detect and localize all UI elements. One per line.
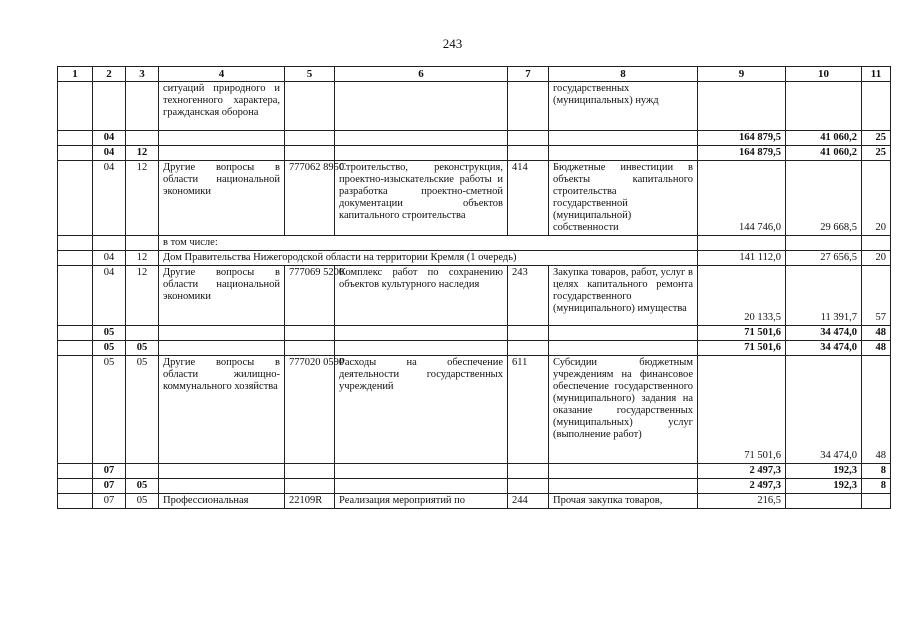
table-cell [159, 131, 285, 146]
table-cell [159, 341, 285, 356]
table-cell [58, 266, 93, 326]
table-cell: 243 [508, 266, 549, 326]
table-cell: 8 [862, 479, 891, 494]
table-row [58, 494, 891, 509]
column-header: 9 [698, 67, 786, 82]
table-cell: 12 [126, 161, 159, 236]
object-name-cell: Дом Правительства Нижегородской области на территории Кремля (1 очередь) [159, 251, 698, 266]
table-cell: 777069 5200 [285, 266, 335, 326]
header-row [58, 67, 891, 82]
table-cell [508, 341, 549, 356]
table-cell: 04 [93, 251, 126, 266]
table-cell [508, 131, 549, 146]
table-cell: 164 879,5 [698, 146, 786, 161]
table-cell: 611 [508, 356, 549, 464]
table-cell: 20 [862, 251, 891, 266]
table-cell [126, 131, 159, 146]
table-cell: 216,5 [698, 494, 786, 509]
table-cell [862, 82, 891, 131]
table-cell [285, 479, 335, 494]
table-cell: 414 [508, 161, 549, 236]
table-cell: ситуаций природного и техногенного характера, гражданская оборона [159, 82, 285, 131]
table-cell [159, 464, 285, 479]
table-cell [508, 479, 549, 494]
table-cell [508, 146, 549, 161]
column-header: 4 [159, 67, 285, 82]
table-cell [58, 341, 93, 356]
table-cell [698, 82, 786, 131]
table-cell [58, 251, 93, 266]
column-header: 11 [862, 67, 891, 82]
table-row [58, 161, 891, 236]
table-cell: 777062 8950 [285, 161, 335, 236]
table-row [58, 131, 891, 146]
table-cell [335, 479, 508, 494]
table-cell: 25 [862, 131, 891, 146]
table-row [58, 266, 891, 326]
table-cell: Строительство, реконструкция, проектно-изыскательские работы и разработка проектно-сметной документации объектов капитального строительства [335, 161, 508, 236]
table-cell: 07 [93, 479, 126, 494]
table-cell [159, 326, 285, 341]
table-cell [126, 326, 159, 341]
table-cell: 05 [126, 479, 159, 494]
table-cell: 48 [862, 356, 891, 464]
table-cell [93, 236, 126, 251]
table-cell: 71 501,6 [698, 341, 786, 356]
table-cell: Другие вопросы в области национальной экономики [159, 266, 285, 326]
table-cell: 141 112,0 [698, 251, 786, 266]
table-cell [862, 494, 891, 509]
table-cell: 20 133,5 [698, 266, 786, 326]
table-cell: государственных (муниципальных) нужд [549, 82, 698, 131]
table-cell [58, 161, 93, 236]
table-cell: Другие вопросы в области национальной экономики [159, 161, 285, 236]
table-cell: 48 [862, 341, 891, 356]
table-cell [549, 479, 698, 494]
table-cell [285, 341, 335, 356]
table-cell: 05 [93, 341, 126, 356]
table-row [58, 146, 891, 161]
table-cell [335, 326, 508, 341]
table-cell [126, 82, 159, 131]
table-cell [698, 236, 786, 251]
table-cell: 48 [862, 326, 891, 341]
table-cell: 2 497,3 [698, 464, 786, 479]
table-row [58, 464, 891, 479]
table-cell [335, 131, 508, 146]
table-cell: 04 [93, 266, 126, 326]
table-cell: 22109R [285, 494, 335, 509]
table-cell: 71 501,6 [698, 356, 786, 464]
table-cell [786, 236, 862, 251]
table-cell: 57 [862, 266, 891, 326]
table-cell: 12 [126, 146, 159, 161]
table-row [58, 356, 891, 464]
table-cell: 71 501,6 [698, 326, 786, 341]
table-cell: 192,3 [786, 464, 862, 479]
table-cell [58, 236, 93, 251]
table-cell [159, 146, 285, 161]
table-cell [862, 236, 891, 251]
table-cell [549, 146, 698, 161]
table-cell [126, 464, 159, 479]
table-cell: 34 474,0 [786, 341, 862, 356]
table-cell [58, 326, 93, 341]
table-cell: 144 746,0 [698, 161, 786, 236]
table-cell: Комплекс работ по сохранению объектов культурного наследия [335, 266, 508, 326]
table-cell [335, 464, 508, 479]
table-cell [285, 146, 335, 161]
column-header: 7 [508, 67, 549, 82]
table-row [58, 341, 891, 356]
table-cell [58, 479, 93, 494]
table-cell: Реализация мероприятий по [335, 494, 508, 509]
table-cell [335, 146, 508, 161]
table-cell [508, 326, 549, 341]
page-number: 243 [442, 36, 463, 51]
table-cell [335, 341, 508, 356]
table-cell [786, 82, 862, 131]
table-cell: 34 474,0 [786, 326, 862, 341]
table-row [58, 479, 891, 494]
table-cell: Субсидии бюджетным учреждениям на финансовое обеспечение государственного (муниципального) задания на оказание государственных (муниципальных) услуг (выполнение работ) [549, 356, 698, 464]
table-cell: 2 497,3 [698, 479, 786, 494]
column-header: 5 [285, 67, 335, 82]
table-cell [58, 146, 93, 161]
table-cell: 05 [126, 494, 159, 509]
table-cell: 12 [126, 266, 159, 326]
table-cell: 41 060,2 [786, 146, 862, 161]
table-cell [58, 131, 93, 146]
table-cell: 25 [862, 146, 891, 161]
table-cell: 29 668,5 [786, 161, 862, 236]
table-cell: Бюджетные инвестиции в объекты капитального строительства государственной (муниципальной) собственности [549, 161, 698, 236]
table-cell [508, 82, 549, 131]
column-header: 6 [335, 67, 508, 82]
table-cell: 05 [126, 356, 159, 464]
table-cell [285, 131, 335, 146]
table-row [58, 82, 891, 131]
table-cell [285, 464, 335, 479]
table-cell: 41 060,2 [786, 131, 862, 146]
table-cell: 777020 0590 [285, 356, 335, 464]
table-cell: 05 [93, 356, 126, 464]
table-cell: 04 [93, 161, 126, 236]
table-cell [549, 131, 698, 146]
table-cell: 8 [862, 464, 891, 479]
table-cell: 27 656,5 [786, 251, 862, 266]
table-row [58, 326, 891, 341]
table-cell [58, 494, 93, 509]
column-header: 3 [126, 67, 159, 82]
table-cell [549, 464, 698, 479]
table-cell: 34 474,0 [786, 356, 862, 464]
table-cell: 07 [93, 464, 126, 479]
table-cell [58, 82, 93, 131]
table-cell: Прочая закупка товаров, [549, 494, 698, 509]
budget-table [57, 66, 891, 509]
table-cell [58, 464, 93, 479]
table-cell [549, 326, 698, 341]
column-header: 1 [58, 67, 93, 82]
column-header: 2 [93, 67, 126, 82]
column-header: 8 [549, 67, 698, 82]
table-cell: 05 [126, 341, 159, 356]
table-cell [786, 494, 862, 509]
table-cell [285, 326, 335, 341]
table-cell: 164 879,5 [698, 131, 786, 146]
table-cell: 244 [508, 494, 549, 509]
table-cell [508, 464, 549, 479]
table-cell: Закупка товаров, работ, услуг в целях капитального ремонта государственного (муниципального) имущества [549, 266, 698, 326]
table-cell: 04 [93, 146, 126, 161]
table-cell: Расходы на обеспечение деятельности государственных учреждений [335, 356, 508, 464]
table-cell: Профессиональная [159, 494, 285, 509]
table-cell: 20 [862, 161, 891, 236]
table-cell: 11 391,7 [786, 266, 862, 326]
table-cell [58, 356, 93, 464]
table-cell: 192,3 [786, 479, 862, 494]
table-cell [93, 82, 126, 131]
table-cell: 12 [126, 251, 159, 266]
table-cell: 07 [93, 494, 126, 509]
table-cell: 04 [93, 131, 126, 146]
table-cell [335, 82, 508, 131]
table-cell: Другие вопросы в области жилищно-коммунального хозяйства [159, 356, 285, 464]
table-cell: 05 [93, 326, 126, 341]
note-cell: в том числе: [159, 236, 698, 251]
table-cell [285, 82, 335, 131]
table-cell [159, 479, 285, 494]
table-row [58, 236, 891, 251]
table-cell [549, 341, 698, 356]
table-row [58, 251, 891, 266]
table-cell [126, 236, 159, 251]
column-header: 10 [786, 67, 862, 82]
